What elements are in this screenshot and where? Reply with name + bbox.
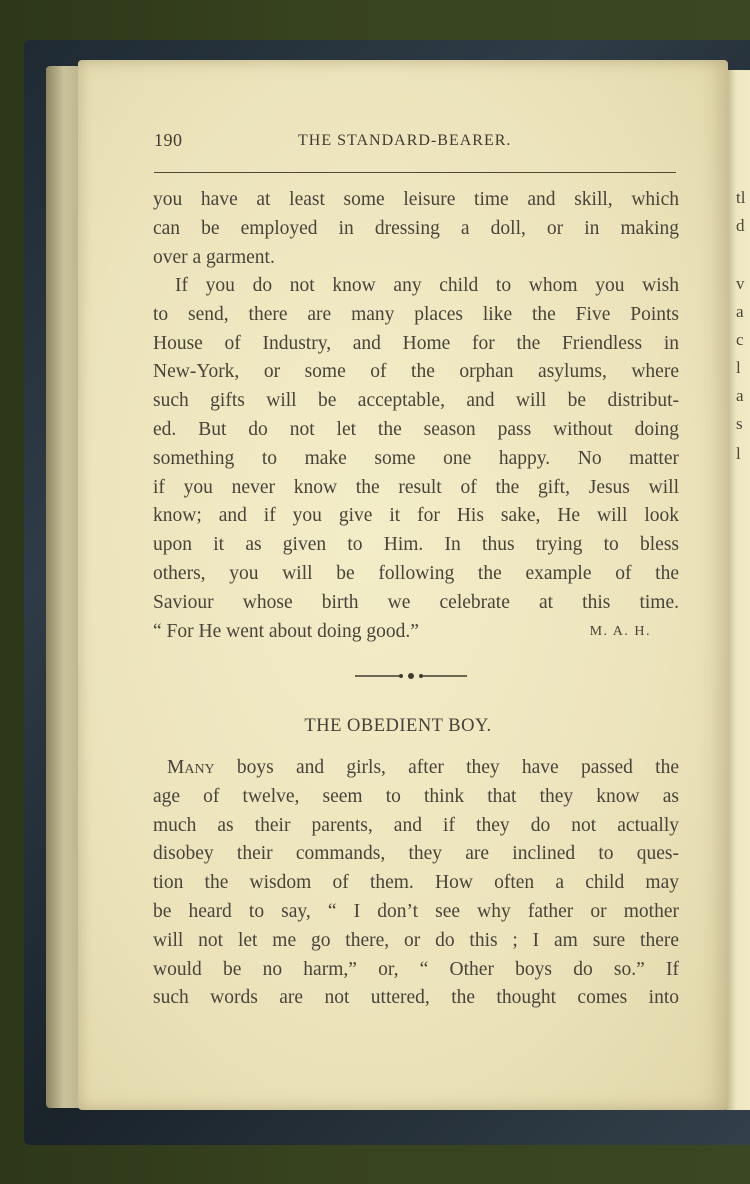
- text-line: such words are not uttered, the thought comes into: [153, 987, 679, 1009]
- facing-page-fragment: a: [736, 302, 744, 321]
- paragraph-obedient-boy: [153, 754, 679, 1013]
- drop-word: Many: [167, 757, 215, 778]
- text-line: tion the wisdom of them. How often a child may: [153, 872, 679, 894]
- closing-quote: “ For He went about doing good.”: [153, 620, 419, 642]
- text-line: be heard to say, “ I don’t see why father or mother: [153, 900, 679, 922]
- facing-page-fragment: tl: [736, 188, 746, 207]
- facing-page-fragment: c: [736, 330, 744, 349]
- page-header: [154, 130, 674, 160]
- text-line: if you never know the result of the gift, Jesus will: [153, 476, 679, 498]
- facing-page-fragment: a: [736, 386, 744, 405]
- facing-page-fragment: d: [736, 216, 745, 235]
- text-line: you have at least some leisure time and skill, which: [153, 189, 679, 210]
- text-line: Saviour whose birth we celebrate at this time.: [153, 591, 679, 613]
- text-line: [153, 618, 679, 647]
- facing-page-fragment: l: [736, 444, 741, 463]
- text-line: over a garment.: [153, 246, 275, 268]
- header-rule: [154, 172, 676, 173]
- author-signature: M. A. H.: [589, 623, 651, 639]
- text-line: age of twelve, seem to think that they know as: [153, 785, 679, 807]
- facing-page-fragment: s: [736, 414, 743, 433]
- text-line: ed. But do not let the season pass without doing: [153, 418, 679, 440]
- paragraph-christmas-gifts: [153, 272, 679, 646]
- text-line: New-York, or some of the orphan asylums, where: [153, 361, 679, 383]
- facing-page-fragment: l: [736, 358, 741, 377]
- text-line: If you do not know any child to whom you wish: [175, 275, 679, 296]
- text-line-rest: boys and girls, after they have passed the: [214, 757, 679, 778]
- text-line: much as their parents, and if they do not actually: [153, 814, 679, 836]
- text-line: House of Industry, and Home for the Friendless in: [153, 332, 679, 354]
- text-line: can be employed in dressing a doll, or in making: [153, 217, 679, 239]
- text-line: such gifts will be acceptable, and will be distribut-: [153, 390, 679, 412]
- running-title: THE STANDARD-BEARER.: [298, 132, 512, 149]
- text-line: disobey their commands, they are inclined to ques-: [153, 843, 679, 865]
- facing-page-fragment: v: [736, 274, 745, 293]
- paragraph-continued: [153, 186, 679, 272]
- page-number: 190: [154, 130, 183, 150]
- text-line: would be no harm,” or, “ Other boys do so.” If: [153, 958, 679, 980]
- text-line: upon it as given to Him. In thus trying to bless: [153, 534, 679, 556]
- section-divider-ornament: [353, 668, 469, 684]
- text-line: something to make some one happy. No matter: [153, 447, 679, 469]
- section-title: THE OBEDIENT BOY.: [304, 716, 492, 736]
- text-line: know; and if you give it for His sake, He will look: [153, 505, 679, 527]
- text-line: [153, 754, 679, 783]
- text-line: to send, there are many places like the Five Points: [153, 303, 679, 325]
- text-line: will not let me go there, or do this ; I am sure there: [153, 929, 679, 951]
- text-line: others, you will be following the example of the: [153, 562, 679, 584]
